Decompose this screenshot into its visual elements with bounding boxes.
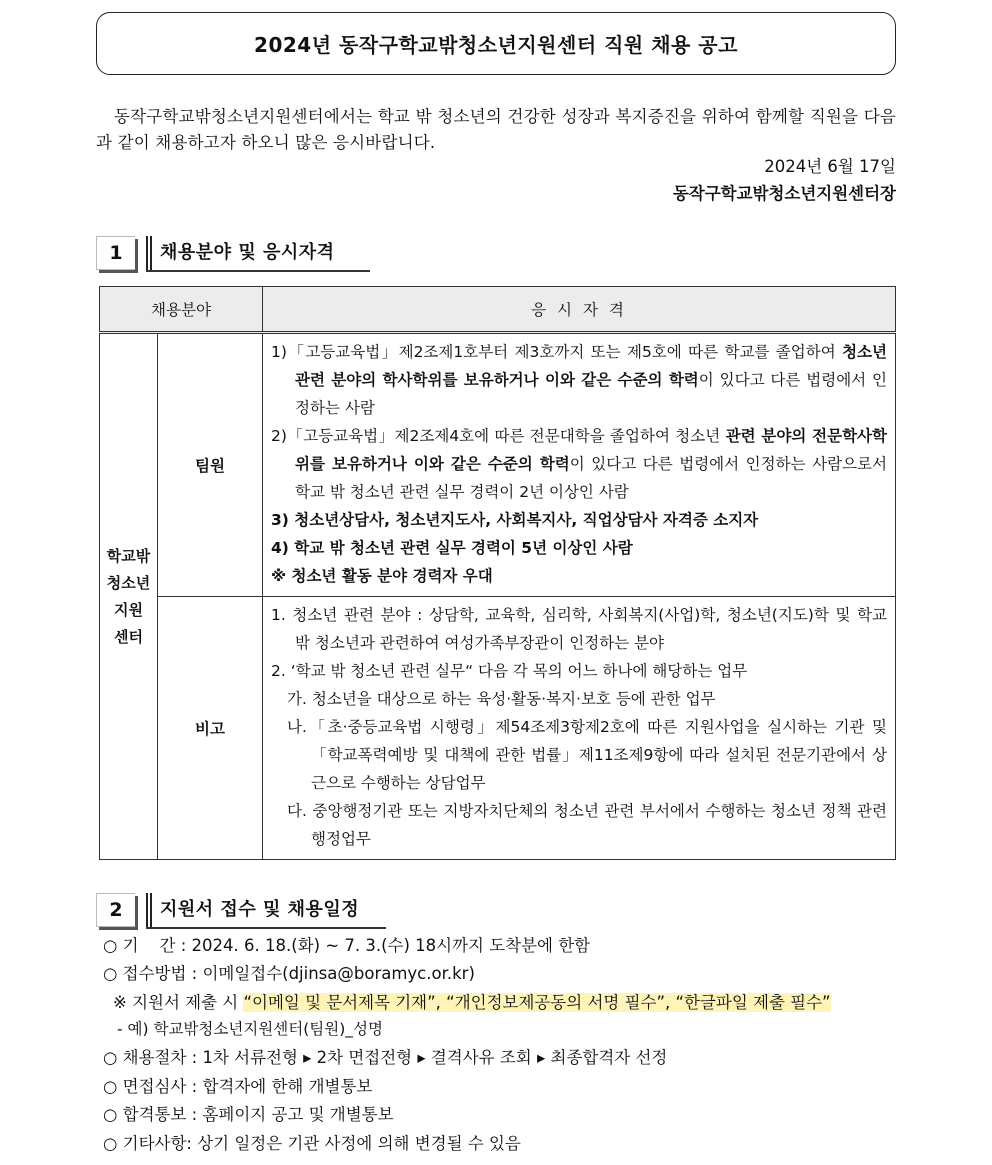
section-1-header — [96, 236, 376, 268]
schedule-period: ○ 기 간 : 2024. 6. 18.(화) ~ 7. 3.(수) 18시까지 도착분에 한함 — [103, 936, 591, 955]
qualification-preference: ※ 청소년 활동 분야 경력자 우대 — [271, 567, 493, 585]
schedule-notice: ○ 합격통보 : 홈페이지 공고 및 개별통보 — [103, 1105, 394, 1124]
note-item-1: 1. 청소년 관련 분야 : 상담학, 교육학, 심리학, 사회복지(사업)학, 청소년(지도)학 및 학교 밖 청소년과 관련하여 여성가족부장관이 인정하는 분야 — [271, 606, 887, 652]
section-2-header — [96, 893, 396, 925]
category-line: 센터 — [114, 627, 143, 646]
intro-paragraph: 동작구학교밖청소년지원센터에서는 학교 밖 청소년의 건강한 성장과 복지증진을 위하여 함께할 직원을 다음과 같이 채용하고자 하오니 많은 응시바랍니다. — [96, 107, 896, 152]
qualification-item-3: 3) 청소년상담사, 청소년지도사, 사회복지사, 직업상담사 자격증 소지자 — [271, 511, 759, 529]
row-label-member: 팀원 — [158, 333, 263, 597]
note-subitem-da: 다. 중앙행정기관 또는 지방자치단체의 청소년 관련 부서에서 수행하는 청소년 정책 관련 행정업무 — [287, 802, 887, 848]
qualification-item-1: 1)「고등교육법」제2조제1호부터 제3호까지 또는 제5호에 따른 학교를 졸업하여 청소년 관련 분야의 학사학위를 보유하거나 이와 같은 수준의 학력이 있다고 다른 법령에서 인정하는 사람 — [271, 343, 887, 417]
note-subitem-na: 나.「초·중등교육법 시행령」제54조제3항제2호에 따른 지원사업을 실시하는 기관 및「학교폭력예방 및 대책에 관한 법률」제11조제9항에 따라 설치된 전문기관에서 상근으로 수행하는 상담업무 — [287, 718, 887, 792]
filename-example: - 예) 학교밖청소년지원센터(팀원)_성명 — [117, 1020, 383, 1038]
category-line: 청소년 — [106, 573, 151, 592]
section-2-divider — [146, 893, 148, 927]
qualification-list — [263, 333, 896, 597]
qualification-item-2: 2)「고등교육법」제2조제4호에 따른 전문대학을 졸업하여 청소년 관련 분야의 전문학사학위를 보유하거나 이와 같은 수준의 학력이 있다고 다른 법령에서 인정하는 사람으로서 학교 밖 청소년 관련 실무 경력이 2년 이상인 사람 — [271, 427, 887, 501]
note-subitem-ga: 가. 청소년을 대상으로 하는 육성·활동·복지·보호 등에 관한 업무 — [287, 690, 716, 708]
category-cell — [100, 333, 158, 860]
submission-note-highlight: “이메일 및 문서제목 기재”, “개인정보제공동의 서명 필수”, “한글파일 제출 필수” — [243, 993, 831, 1012]
section-2-title: 지원서 접수 및 채용일정 — [160, 899, 360, 920]
section-1-underline — [146, 270, 370, 272]
requirements-table — [99, 286, 896, 860]
note-item-2: 2. ‘학교 밖 청소년 관련 실무“ 다음 각 목의 어느 하나에 해당하는 업무 — [271, 662, 748, 680]
section-2-underline — [146, 927, 386, 929]
section-2-number: 2 — [96, 893, 135, 927]
section-1-number: 1 — [96, 236, 135, 270]
announcement-date: 2024년 6월 17일 — [764, 157, 896, 176]
schedule-interview: ○ 면접심사 : 합격자에 한해 개별통보 — [103, 1077, 373, 1096]
section-1-divider — [146, 236, 148, 270]
page-title: 2024년 동작구학교밖청소년지원센터 직원 채용 공고 — [96, 12, 896, 75]
row-label-notes: 비고 — [158, 597, 263, 860]
section-1-divider — [150, 236, 152, 270]
section-2-divider — [150, 893, 152, 927]
schedule-etc: ○ 기타사항: 상기 일정은 기관 사정에 의해 변경될 수 있음 — [103, 1134, 521, 1153]
table-header-field: 채용분야 — [100, 287, 263, 333]
category-line: 학교밖 — [106, 546, 151, 565]
submission-note: ※ 지원서 제출 시 “이메일 및 문서제목 기재”, “개인정보제공동의 서명 필수”, “한글파일 제출 필수” — [113, 993, 831, 1012]
category-line: 지원 — [114, 600, 143, 619]
qualification-item-4: 4) 학교 밖 청소년 관련 실무 경력이 5년 이상인 사람 — [271, 539, 633, 557]
schedule-process: ○ 채용절차 : 1차 서류전형 ▸ 2차 면접전형 ▸ 결격사유 조회 ▸ 최종합격자 선정 — [103, 1048, 668, 1067]
notes-list — [263, 597, 896, 860]
section-1-title: 채용분야 및 응시자격 — [160, 242, 335, 263]
issuer-name: 동작구학교밖청소년지원센터장 — [672, 184, 896, 203]
schedule-method: ○ 접수방법 : 이메일접수(djinsa@boramyc.or.kr) — [103, 964, 475, 983]
table-header-qualification: 응 시 자 격 — [263, 287, 896, 333]
